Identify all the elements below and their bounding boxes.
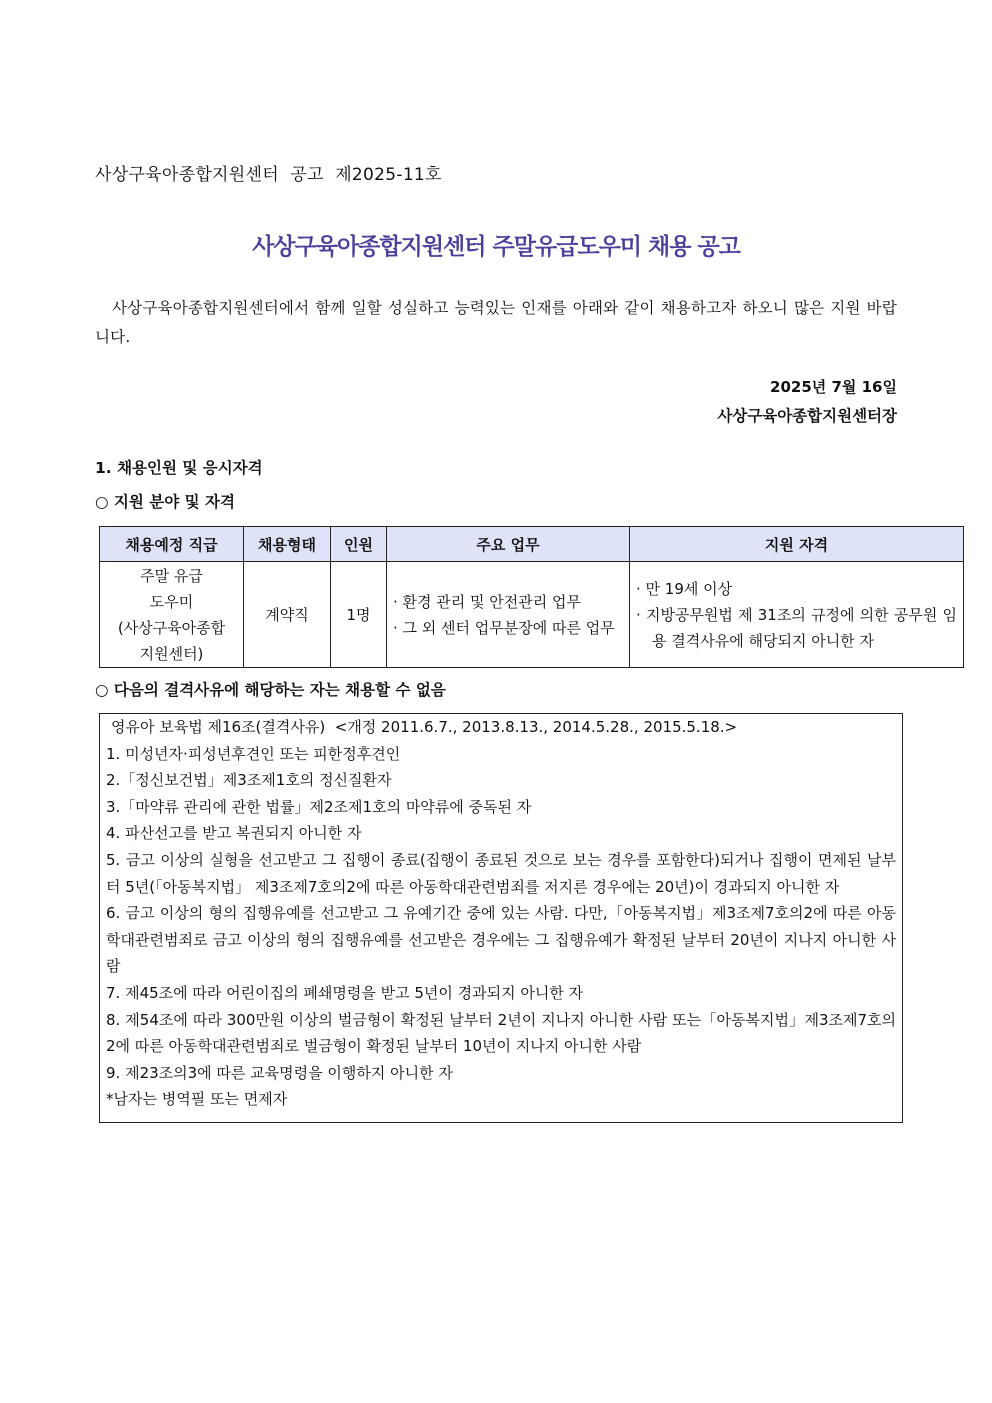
position-line: 도우미 [149, 592, 194, 611]
header-employment-type: 채용형태 [244, 527, 331, 562]
disqualification-item: 9. 제23조의3에 따른 교육명령을 이행하지 아니한 자 [106, 1063, 453, 1082]
intro-paragraph: 사상구육아종합지원센터에서 함께 일할 성실하고 능력있는 인재를 아래와 같이 채용하고자 하오니 많은 지원 바랍니다. [95, 299, 897, 346]
notice-number: 사상구육아종합지원센터 공고 제2025-11호 [95, 165, 442, 185]
page-title: 사상구육아종합지원센터 주말유급도우미 채용 공고 [252, 234, 740, 260]
position-line: (사상구육아종합 [117, 618, 226, 637]
subsection-disqualify-heading: ○ 다음의 결격사유에 해당하는 자는 채용할 수 없음 [95, 681, 446, 699]
cell-count: 1명 [331, 562, 387, 668]
table-header-row [100, 527, 964, 562]
header-position: 채용예정 직급 [100, 527, 244, 562]
position-line: 지원센터) [139, 644, 204, 663]
disqualification-item: 3.「마약류 관리에 관한 법률」제2조제1호의 마약류에 중독된 자 [106, 797, 532, 816]
section1-heading: 1. 채용인원 및 응시자격 [95, 459, 263, 477]
disqualification-item: 2.「정신보건법」제3조제1호의 정신질환자 [106, 771, 392, 790]
table-row [100, 562, 964, 668]
subsection-field-heading: ○ 지원 분야 및 자격 [95, 493, 235, 511]
header-count: 인원 [331, 527, 387, 562]
position-line: 주말 유급 [140, 566, 203, 585]
disqualification-item: 6. 금고 이상의 형의 집행유예를 선고받고 그 유예기간 중에 있는 사람. 다만,「아동복지법」제3조제7호의2에 따른 아동학대관련범죄로 금고 이상의 형의 집행유예를 선고받은 경우에는 그 집행유예가 확정된 날부터 20년이 지나지 아니한 사람 [106, 904, 896, 976]
military-footnote: *남자는 병역필 또는 면제자 [106, 1090, 288, 1109]
disqualification-item: 5. 금고 이상의 실형을 선고받고 그 집행이 종료(집행이 종료된 것으로 보는 경우를 포함한다)되거나 집행이 면제된 날부터 5년(「아동복지법」 제3조제7호의2에 따른 아동학대관련범죄를 저지른 경우에는 20년)이 경과되지 아니한 자 [106, 850, 896, 896]
cell-position [100, 562, 244, 668]
disqualification-item: 7. 제45조에 따라 어린이집의 폐쇄명령을 받고 5년이 경과되지 아니한 자 [106, 983, 584, 1002]
cell-qualifications [630, 562, 964, 668]
disqualification-item: 8. 제54조에 따라 300만원 이상의 벌금형이 확정된 날부터 2년이 지나지 아니한 사람 또는「아동복지법」제3조제7호의2에 따른 아동학대관련범죄로 벌금형이 확정된 날부터 10년이 지나지 아니한 사람 [106, 1010, 896, 1056]
cell-duties [387, 562, 630, 668]
header-duties: 주요 업무 [387, 527, 630, 562]
disqualification-item: 1. 미성년자·피성년후견인 또는 피한정후견인 [106, 744, 401, 763]
issuer-name: 사상구육아종합지원센터장 [717, 407, 897, 425]
disqualification-item: 4. 파산선고를 받고 복권되지 아니한 자 [106, 824, 362, 843]
header-qualifications: 지원 자격 [630, 527, 964, 562]
duty-item: · 환경 관리 및 안전관리 업무 [393, 592, 581, 611]
disqualification-header: 영유아 보육법 제16조(결격사유) <개정 2011.6.7., 2013.8.13., 2014.5.28., 2015.5.18.> [111, 718, 738, 736]
duty-item: · 그 외 센터 업무분장에 따른 업무 [393, 618, 615, 637]
qualification-item: · 만 19세 이상 [636, 579, 733, 598]
qualification-item: · 지방공무원법 제 31조의 규정에 의한 공무원 임용 결격사유에 해당되지 아니한 자 [636, 605, 957, 650]
disqualification-box [99, 713, 903, 1123]
recruitment-table [99, 526, 964, 668]
announcement-date: 2025년 7월 16일 [770, 378, 897, 396]
cell-employment-type: 계약직 [244, 562, 331, 668]
